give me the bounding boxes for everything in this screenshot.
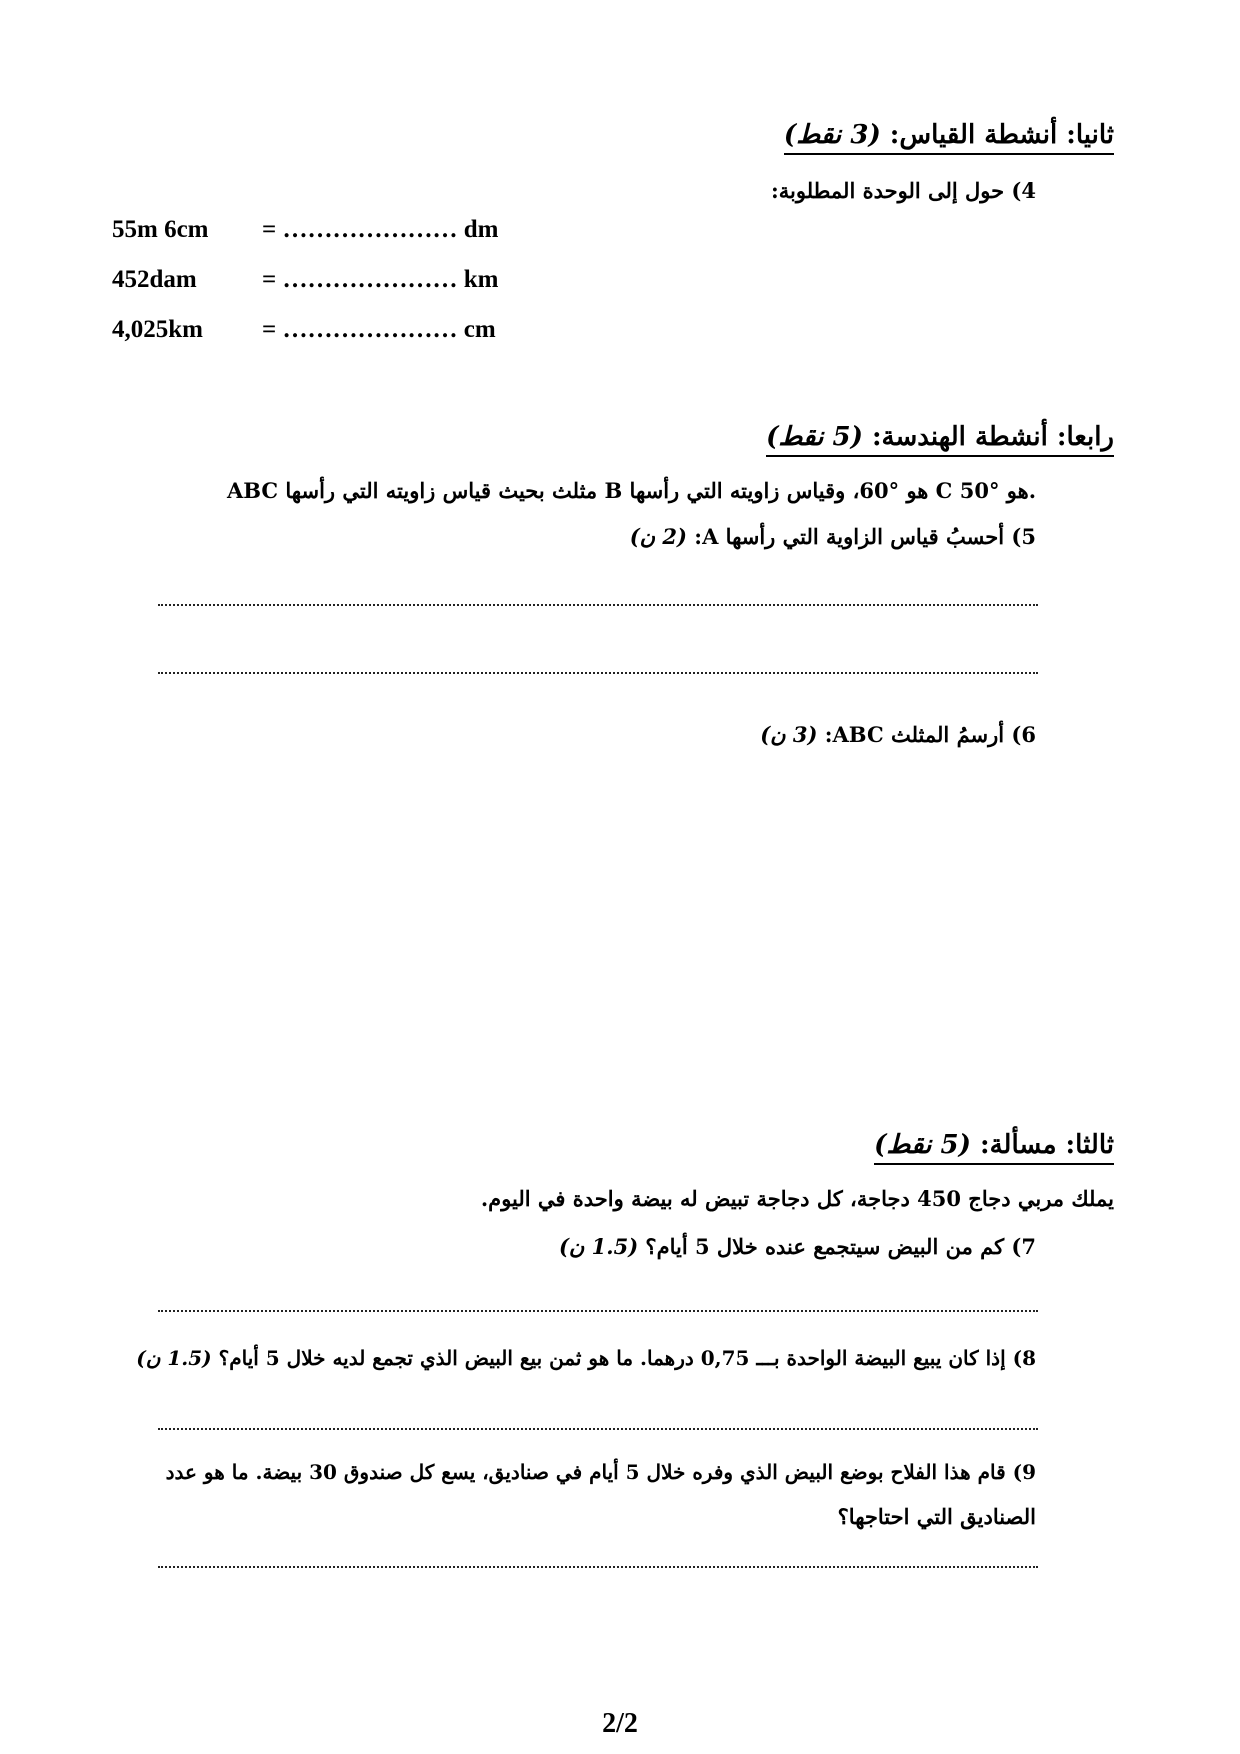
question-8-points: (1.5 ن)	[136, 1346, 212, 1370]
question-9-line-1: 9) قام هذا الفلاح بوضع البيض الذي وفره خلال 5 أيام في صناديق، يسع كل صندوق 30 بيضة. ما هو عدد	[165, 1460, 1036, 1484]
question-8-text: 8) إذا كان يبيع البيضة الواحدة بـــ 0,75 درهما. ما هو ثمن بيع البيض الذي تجمع لديه خلال 5 أيام؟	[211, 1346, 1036, 1370]
question-5	[630, 524, 1036, 549]
geometry-section-title	[766, 422, 1114, 457]
question-9-line-2: الصناديق التي احتاجها؟	[837, 1504, 1036, 1529]
question-8	[136, 1346, 1036, 1370]
measurement-points: (3 نقط)	[783, 120, 881, 150]
answer-line[interactable]	[158, 1310, 1038, 1312]
measurement-title-text: ثانيا: أنشطة القياس:	[880, 120, 1114, 150]
geometry-title-text: رابعا: أنشطة الهندسة:	[862, 422, 1114, 452]
conversion-equation: = ………………… dm	[262, 216, 499, 243]
answer-line[interactable]	[158, 1566, 1038, 1568]
question-7-text: 7) كم من البيض سيتجمع عنده خلال 5 أيام؟	[638, 1234, 1036, 1259]
conversion-source: 4,025km	[112, 316, 203, 343]
conversion-row-1	[112, 216, 498, 244]
question-6-points: (3 ن)	[760, 722, 818, 747]
problem-points: (5 نقط)	[874, 1130, 971, 1160]
question-6	[760, 722, 1036, 747]
question-6-text: 6) أرسمُ المثلث ABC:	[817, 722, 1036, 747]
question-4: 4) حول إلى الوحدة المطلوبة:	[771, 178, 1036, 203]
answer-line[interactable]	[158, 604, 1038, 606]
question-5-text: 5) أحسبُ قياس الزاوية التي رأسها A:	[686, 524, 1036, 549]
measurement-section-title	[784, 120, 1114, 155]
conversion-source: 55m 6cm	[112, 216, 209, 243]
conversion-equation: = ………………… km	[262, 266, 499, 293]
question-5-points: (2 ن)	[629, 524, 687, 549]
conversion-source: 452dam	[112, 266, 197, 293]
problem-section-title	[874, 1130, 1114, 1165]
question-7	[559, 1234, 1036, 1259]
conversion-row-3	[112, 316, 496, 344]
conversion-equation: = ………………… cm	[262, 316, 496, 343]
problem-statement: يملك مربي دجاج 450 دجاجة، كل دجاجة تبيض له بيضة واحدة في اليوم.	[480, 1186, 1114, 1211]
geometry-statement: ABC مثلث بحيث قياس زاويته التي رأسها B هو °60، وقياس زاويته التي رأسها C هو °50.	[226, 478, 1036, 503]
problem-title-text: ثالثا: مسألة:	[970, 1130, 1114, 1160]
question-7-points: (1.5 ن)	[558, 1234, 639, 1259]
answer-line[interactable]	[158, 672, 1038, 674]
geometry-points: (5 نقط)	[766, 422, 863, 452]
page-number: 2/2	[602, 1708, 638, 1739]
answer-line[interactable]	[158, 1428, 1038, 1430]
conversion-row-2	[112, 266, 498, 294]
